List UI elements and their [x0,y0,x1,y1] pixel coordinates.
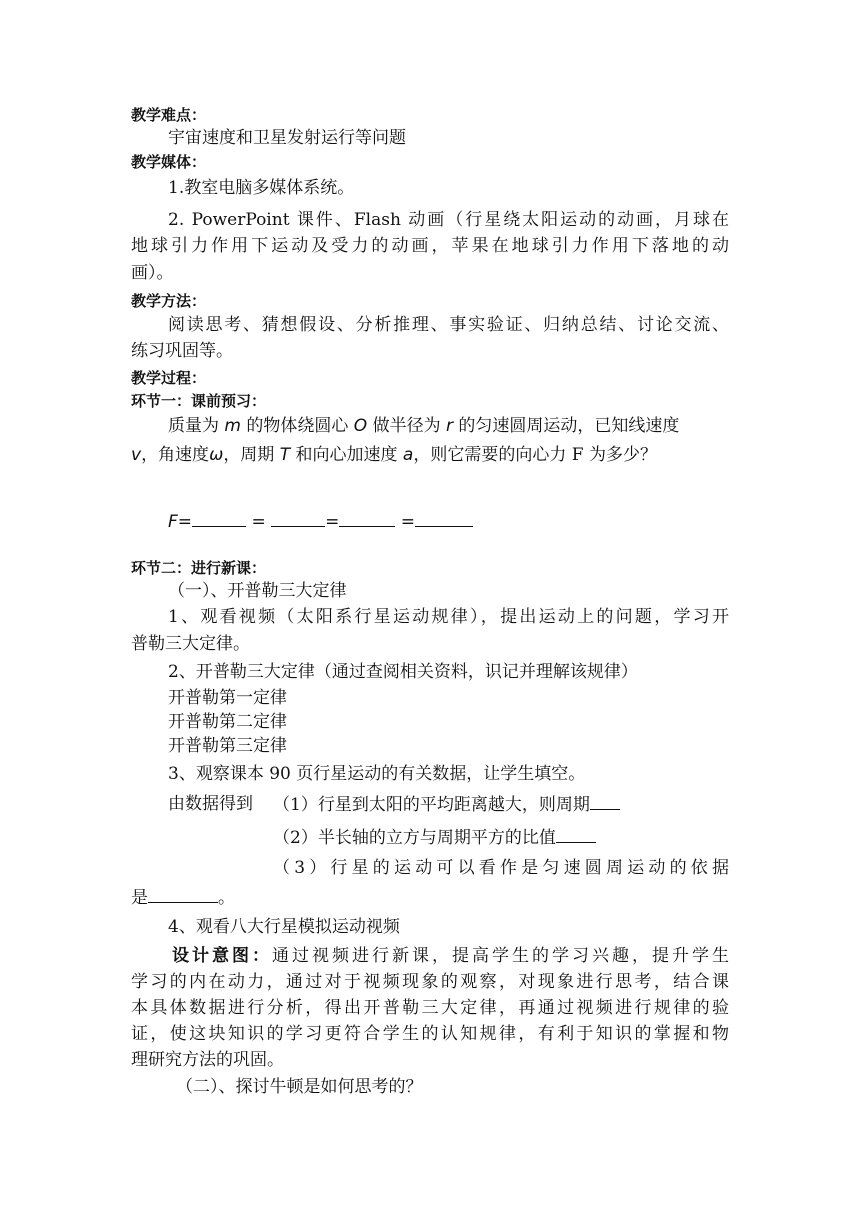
formula-equals: = [325,512,340,532]
formula-equals: = [400,512,415,532]
symbol-omega: ω [209,445,224,465]
fill-item-1 [273,793,620,816]
fill-item-3: （3）行星的运动可以看作是匀速圆周运动的依据 [273,858,729,878]
part-1-title: （一）、开普勒三大定律 [168,581,347,601]
design-intent-line-4: 证，使这块知识的学习更符合学生的认知规律，有利于知识的掌握和物 [131,1024,729,1044]
fill-item-2 [273,826,596,849]
fill-item-2-blank[interactable] [556,826,596,843]
prep-question-line-2 [131,444,657,466]
formula-equals: = [251,512,266,532]
difficulty-text: 宇宙速度和卫星发射运行等问题 [168,128,406,148]
fill-item-1-blank[interactable] [590,793,620,810]
design-intent-label: 设计意图： [172,946,272,966]
media-item-1: 1.教室电脑多媒体系统。 [168,178,355,198]
formula-blank-3[interactable] [339,510,395,527]
method-heading: 教学方法： [131,292,207,310]
symbol-o: O [353,416,368,436]
question-text: ，周期 [223,445,280,465]
question-text: 质量为 [168,416,225,436]
fill-item-3-blank[interactable] [148,886,218,903]
design-intent-line-2: 学习的内在动力，通过对于视频现象的观察，对现象进行思考，结合课 [131,972,729,992]
method-line-2: 练习巩固等。 [131,341,233,361]
prep-question-line-1 [168,415,729,437]
fill-lead: 由数据得到 [168,794,253,814]
point-3: 3、观察课本 90 页行星运动的有关数据，让学生填空。 [168,764,586,784]
media-item-2-line-2: 地球引力作用下运动及受力的动画，苹果在地球引力作用下落地的动 [131,236,729,256]
kepler-law-1: 开普勒第一定律 [168,688,287,708]
formula-f: F [168,512,178,532]
design-intent-line-5: 理研究方法的巩固。 [131,1050,284,1070]
point-2: 2、开普勒三大定律（通过查阅相关资料，识记并理解该规律） [168,662,638,682]
symbol-a: a [402,445,414,465]
difficulty-heading: 教学难点： [131,106,207,124]
section-1-heading: 环节一：课前预习： [131,392,267,410]
fill-item-1-text: （1）行星到太阳的平均距离越大，则周期 [273,795,590,815]
fill-item-3-text: 。 [218,888,235,908]
symbol-t: T [279,445,291,465]
point-4: 4、观看八大行星模拟运动视频 [168,917,400,937]
formula-blank-4[interactable] [415,510,473,527]
media-item-2-line-1: 2. PowerPoint 课件、Flash 动画（行星绕太阳运动的动画，月球在 [168,210,729,230]
design-intent-line-3: 本具体数据进行分析，得出开普勒三大定律，再通过视频进行规律的验 [131,998,729,1018]
symbol-v: v [131,445,142,465]
point-1-line-2: 普勒三大定律。 [131,634,250,654]
section-2-heading: 环节二：进行新课： [131,559,267,577]
question-text: 的物体绕圆心 [240,416,354,436]
fill-item-3-text: 是 [131,888,148,908]
question-text: 做半径为 [367,416,446,436]
media-item-2-line-3: 画）。 [131,263,174,283]
design-intent-text: 通过视频进行新课，提高学生的学习兴趣，提升学生 [272,946,729,966]
part-2-title: （二）、探讨牛顿是如何思考的？ [176,1077,423,1097]
question-text: ，角速度 [141,445,210,465]
symbol-m: m [224,416,241,436]
process-heading: 教学过程： [131,369,207,387]
design-intent-line-1 [172,945,729,967]
fill-item-3-continuation [131,886,235,909]
question-text: 的匀速圆周运动，已知线速度 [452,416,680,436]
method-line-1: 阅读思考、猜想假设、分析推理、事实验证、归纳总结、讨论交流、 [168,315,729,335]
fill-item-2-text: （2）半长轴的立方与周期平方的比值 [273,828,556,848]
formula-blank-1[interactable] [192,510,246,527]
symbol-r: r [445,416,453,436]
question-text: 和向心加速度 [290,445,403,465]
point-1-line-1: 1、观看视频（太阳系行星运动规律），提出运动上的问题，学习开 [168,607,729,627]
formula-blank-2[interactable] [271,510,325,527]
question-text: ，则它需要的向心力 F 为多少？ [413,445,657,465]
force-formula [168,510,473,533]
kepler-law-3: 开普勒第三定律 [168,736,287,756]
formula-equals: = [177,512,193,532]
kepler-law-2: 开普勒第二定律 [168,712,287,732]
media-heading: 教学媒体： [131,153,207,171]
